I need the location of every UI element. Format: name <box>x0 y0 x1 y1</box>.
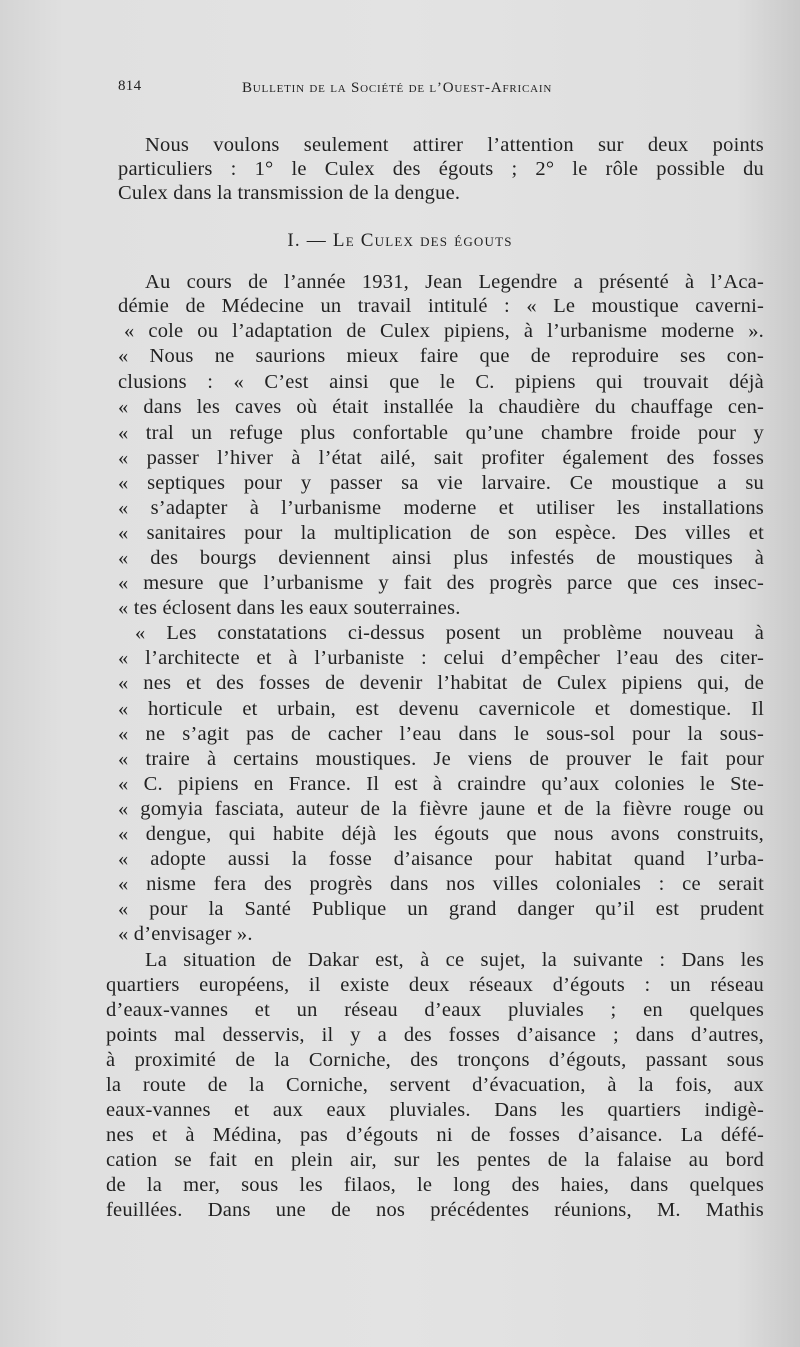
text-line: « Les constatations ci-dessus posent un problème nouveau à <box>135 622 764 644</box>
text-line: La situation de Dakar est, à ce sujet, la suivante : Dans les <box>145 949 764 971</box>
text-line: nes et à Médina, pas d’égouts ni de fosses d’aisance. La défé- <box>106 1124 764 1146</box>
text-line: « cole ou l’adaptation de Culex pipiens, à l’urbanisme moderne ». <box>124 320 764 342</box>
text-line: à proximité de la Corniche, des tronçons d’égouts, passant sous <box>106 1049 764 1071</box>
text-line: points mal desservis, il y a des fosses d’aisance ; dans d’autres, <box>106 1024 764 1046</box>
text-line: démie de Médecine un travail intitulé : « Le moustique caverni- <box>118 295 764 317</box>
text-line: Culex dans la transmission de la dengue. <box>118 182 461 204</box>
text-line: d’eaux-vannes et un réseau d’eaux pluviales ; en quelques <box>106 999 764 1021</box>
text-line: « septiques pour y passer sa vie larvaire. Ce moustique a su <box>118 472 764 494</box>
text-line: « pour la Santé Publique un grand danger qu’il est prudent <box>118 898 764 920</box>
text-line: « dans les caves où était installée la chaudière du chauffage cen- <box>118 396 764 418</box>
text-line: « d’envisager ». <box>118 923 253 945</box>
text-line: « passer l’hiver à l’état ailé, sait profiter également des fosses <box>118 447 764 469</box>
text-line: de la mer, sous les filaos, le long des haies, dans quelques <box>106 1174 764 1196</box>
text-line: « l’architecte et à l’urbaniste : celui d’empêcher l’eau des citer- <box>118 647 764 669</box>
section-heading: I. — Le Culex des égouts <box>287 230 513 251</box>
text-line: la route de la Corniche, servent d’évacuation, à la fois, aux <box>106 1074 764 1096</box>
text-line: « ne s’agit pas de cacher l’eau dans le sous-sol pour la sous- <box>118 723 764 745</box>
text-line: Nous voulons seulement attirer l’attention sur deux points <box>145 134 764 156</box>
text-line: quartiers européens, il existe deux réseaux d’égouts : un réseau <box>106 974 764 996</box>
running-title: Bulletin de la Société de l’Ouest-Africain <box>242 80 553 96</box>
text-line: « horticule et urbain, est devenu cavernicole et domestique. Il <box>118 698 764 720</box>
text-line: clusions : « C’est ainsi que le C. pipiens qui trouvait déjà <box>118 371 764 393</box>
text-line: « mesure que l’urbanisme y fait des progrès parce que ces insec- <box>118 572 764 594</box>
text-line: « adopte aussi la fosse d’aisance pour habitat quand l’urba- <box>118 848 764 870</box>
text-line: « s’adapter à l’urbanisme moderne et utiliser les installations <box>118 497 764 519</box>
text-line: Au cours de l’année 1931, Jean Legendre a présenté à l’Aca- <box>145 271 764 293</box>
page-header <box>118 78 648 104</box>
text-line: feuillées. Dans une de nos précédentes réunions, M. Mathis <box>106 1199 764 1221</box>
text-line: « C. pipiens en France. Il est à craindre qu’aux colonies le Ste- <box>118 773 764 795</box>
text-line: « des bourgs deviennent ainsi plus infestés de moustiques à <box>118 547 764 569</box>
text-line: « nes et des fosses de devenir l’habitat de Culex pipiens qui, de <box>118 672 764 694</box>
text-line: « Nous ne saurions mieux faire que de reproduire ses con- <box>118 345 764 367</box>
text-line: « nisme fera des progrès dans nos villes coloniales : ce serait <box>118 873 764 895</box>
text-line: « gomyia fasciata, auteur de la fièvre jaune et de la fièvre rouge ou <box>118 798 764 820</box>
text-line: « dengue, qui habite déjà les égouts que nous avons construits, <box>118 823 764 845</box>
text-line: « tral un refuge plus confortable qu’une chambre froide pour y <box>118 422 764 444</box>
text-line: particuliers : 1° le Culex des égouts ; 2° le rôle possible du <box>118 158 764 180</box>
text-line: « tes éclosent dans les eaux souterraines. <box>118 597 461 619</box>
text-line: « sanitaires pour la multiplication de son espèce. Des villes et <box>118 522 764 544</box>
text-line: cation se fait en plein air, sur les pentes de la falaise au bord <box>106 1149 764 1171</box>
page-number: 814 <box>118 78 142 94</box>
text-line: « traire à certains moustiques. Je viens de prouver le fait pour <box>118 748 764 770</box>
text-line: eaux-vannes et aux eaux pluviales. Dans les quartiers indigè- <box>106 1099 764 1121</box>
